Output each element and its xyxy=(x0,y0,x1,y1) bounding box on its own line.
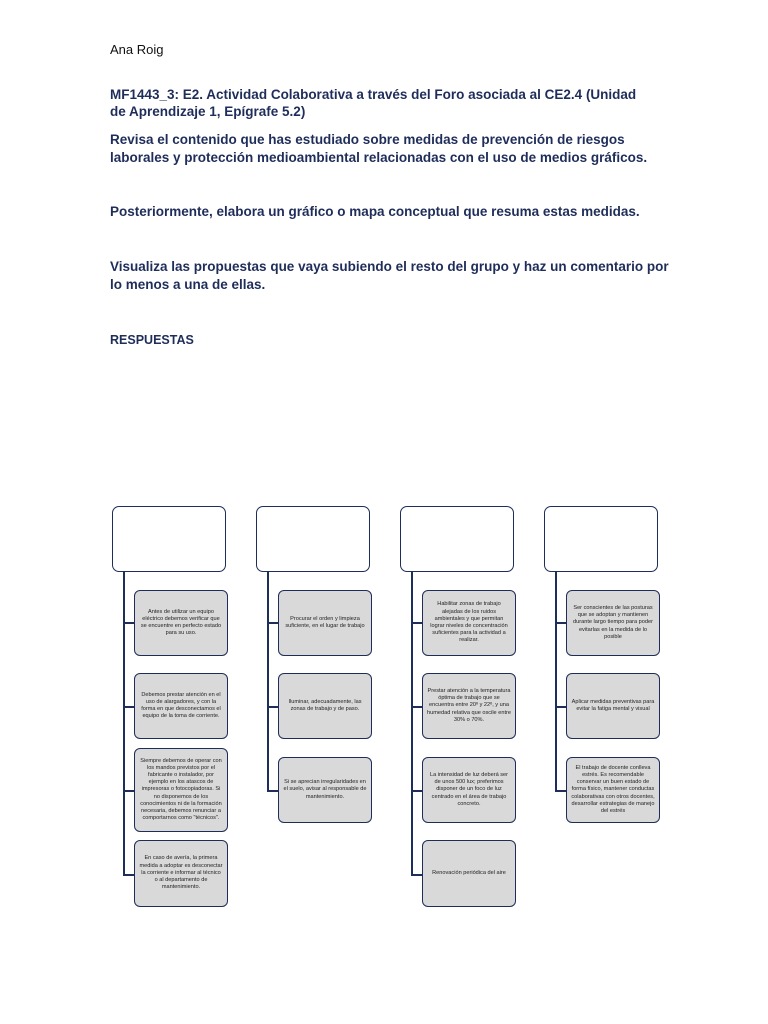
column-1-item-2 xyxy=(134,673,228,739)
column-1-item-1-text: Antes de utilizar un equipo eléctrico debemos verificar que se encuentre en perfecto estado para su uso. xyxy=(140,608,222,637)
column-2-item-3-text: Si se aprecian irregularidades en el suelo, avisar al responsable de mantenimiento. xyxy=(283,779,367,800)
column-3-item-4 xyxy=(422,840,516,907)
instruction-1: Revisa el contenido que has estudiado sobre medidas de prevención de riesgos laborales y protección medioambiental relacionadas con el uso de medios gráficos. xyxy=(110,132,648,165)
column-1-item-2-text: Debemos prestar atención en el uso de alargadores, y con la forma en que desconectamos el equipo de la toma de corriente. xyxy=(141,691,221,720)
instruction-3: Visualiza las propuestas que vaya subiendo el resto del grupo y haz un comentario por lo menos a una de ellas. xyxy=(110,259,669,292)
author-name: Ana Roig xyxy=(110,42,164,57)
column-2-item-1-text: Procurar el orden y limpieza suficiente, en el lugar de trabajo xyxy=(285,615,365,629)
column-2-item-2-text: Iluminar, adecuadamente, las zonas de trabajo y de paso. xyxy=(288,698,362,712)
column-4-item-3-text: El trabajo de docente conlleva estrés. Es recomendable conservar un buen estado de forma físico, mantener conductas colaborativas con otros docentes, desarrollar estrategias de manejo del estrés xyxy=(571,764,655,814)
instruction-2: Posteriormente, elabora un gráfico o mapa conceptual que resuma estas medidas. xyxy=(110,204,640,219)
page-title: MF1443_3: E2. Actividad Colaborativa a través del Foro asociada al CE2.4 (Unidad de Aprendizaje 1, Epígrafe 5.2) xyxy=(110,87,637,119)
column-3-item-3-text: La intensidad de luz deberá ser de unos 500 lux; preferimos disponer de un foco de luz centrado en el área de trabajo concreto. xyxy=(429,771,509,807)
column-1-connector-line xyxy=(123,572,125,875)
column-3-item-1-text: Habilitar zonas de trabajo alejadas de los ruidos ambientales y que permitan lograr niveles de concentración suficientes para la actividad a realizar. xyxy=(430,601,508,644)
column-4-item-1-text: Ser conscientes de las posturas que se adoptan y mantienen durante largo tiempo para poder evitarlas en la medida de lo posible xyxy=(573,604,653,640)
column-1-item-4-text: En caso de avería, la primera medida a adoptar es desconectar la corriente e informar al técnico o al departamento de mantenimiento. xyxy=(139,855,223,891)
column-1-item-4 xyxy=(134,840,228,907)
column-3-item-4-text: Renovación periódica del aire xyxy=(432,869,506,876)
column-3-item-3 xyxy=(422,757,516,823)
column-4-connector-line xyxy=(555,572,557,791)
responses-heading: RESPUESTAS xyxy=(110,333,194,347)
column-4-item-2-text: Aplicar medidas preventivas para evitar la fatiga mental y visual xyxy=(571,698,655,712)
column-3-item-2-text: Prestar atención a la temperatura óptima de trabajo que se encuentra entre 20º y 22º, y una humedad relativa que oscile entre 30% o 70%. xyxy=(427,687,511,723)
column-1-item-3 xyxy=(134,748,228,832)
column-3-item-2 xyxy=(422,673,516,739)
column-4-item-2 xyxy=(566,673,660,739)
column-1-item-3-text: Siempre debemos de operar con los mandos previstos por el fabricante o instalador, por ejemplo en los atascos de impresoras o fotocopiadoras. Si no disponemos de los conocimientos ni de la formación necesaria, debemos renunciar a comportarnos como "técnicos". xyxy=(140,757,222,822)
column-3-item-1 xyxy=(422,590,516,656)
column-2-connector-line xyxy=(267,572,269,791)
column-3-connector-line xyxy=(411,572,413,875)
column-1-header-box xyxy=(112,506,226,572)
column-4-item-3 xyxy=(566,757,660,823)
column-4-header-box xyxy=(544,506,658,572)
column-1-item-1 xyxy=(134,590,228,656)
column-4-item-1 xyxy=(566,590,660,656)
column-2-item-3 xyxy=(278,757,372,823)
column-2-item-2 xyxy=(278,673,372,739)
column-2-item-1 xyxy=(278,590,372,656)
column-3-header-box xyxy=(400,506,514,572)
column-2-header-box xyxy=(256,506,370,572)
